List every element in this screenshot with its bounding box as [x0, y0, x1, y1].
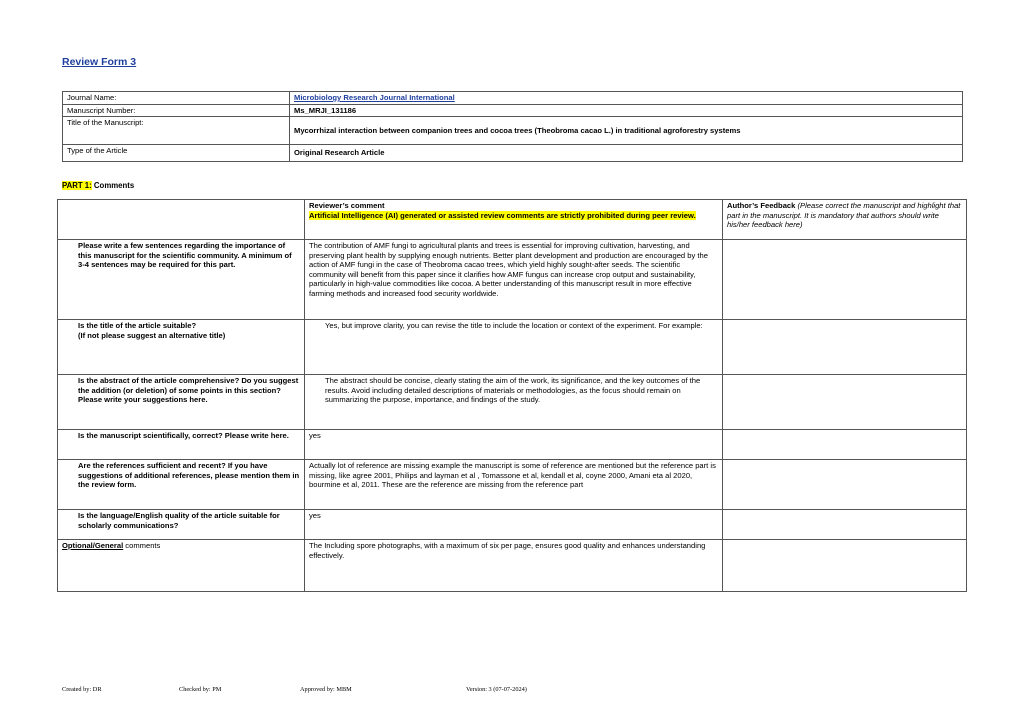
comment-scientific[interactable]: yes [305, 430, 723, 460]
optional-label-underlined: Optional/General [62, 541, 124, 550]
article-type-value: Original Research Article [290, 145, 963, 162]
manuscript-title-label: Title of the Manuscript: [63, 117, 290, 145]
feedback-optional[interactable] [723, 540, 967, 592]
feedback-importance[interactable] [723, 240, 967, 320]
manuscript-number-label: Manuscript Number: [63, 104, 290, 117]
form-title: Review Form 3 [62, 56, 137, 68]
review-row [58, 460, 967, 510]
part1-label: Comments [93, 181, 135, 190]
question-importance: Please write a few sentences regarding the importance of this manuscript for the scientific community. A minimum of 3-4 sentences may be required for this part. [58, 240, 305, 320]
manuscript-number-value: Ms_MRJI_131186 [290, 104, 963, 117]
comment-title[interactable]: Yes, but improve clarity, you can revise the title to include the location or context of the experiment. For example: [305, 320, 723, 375]
ai-warning: Artificial Intelligence (AI) generated or assisted review comments are strictly prohibited during peer review. [309, 210, 696, 220]
reviewer-comment-title: Reviewer’s comment [309, 201, 385, 210]
review-row [58, 240, 967, 320]
feedback-references[interactable] [723, 460, 967, 510]
reviewer-comment-header [305, 200, 723, 240]
question-title: Is the title of the article suitable? (If not please suggest an alternative title) [58, 320, 305, 375]
question-language: Is the language/English quality of the article suitable for scholarly communications? [58, 510, 305, 540]
optional-label [58, 540, 305, 592]
question-abstract: Is the abstract of the article comprehensive? Do you suggest the addition (or deletion) of some points in this section? Please write your suggestions here. [58, 375, 305, 430]
article-type-row [63, 145, 963, 162]
comment-abstract[interactable]: The abstract should be concise, clearly stating the aim of the work, its significance, and the key outcomes of the results. Avoid including detailed descriptions of materials or methodologies, as the focus should remain on summarizing the purpose, importance, and findings of the study. [305, 375, 723, 430]
header-empty-cell [58, 200, 305, 240]
review-row [58, 430, 967, 460]
author-feedback-note: (Please correct the manuscript and highlight that part in the manuscript. It is mandatory that authors should write his/her feedback here) [727, 201, 961, 230]
feedback-scientific[interactable] [723, 430, 967, 460]
author-feedback-header [723, 200, 967, 240]
journal-row [63, 92, 963, 105]
article-type-label: Type of the Article [63, 145, 290, 162]
footer-approved: Approved by: MBM [300, 686, 352, 693]
manuscript-number-row [63, 104, 963, 117]
question-references: Are the references sufficient and recent? If you have suggestions of additional references, please mention them in the review form. [58, 460, 305, 510]
feedback-title[interactable] [723, 320, 967, 375]
comment-language[interactable]: yes [305, 510, 723, 540]
manuscript-info-table [62, 91, 963, 162]
review-row [58, 320, 967, 375]
review-comments-table [57, 199, 967, 592]
journal-name-link[interactable]: Microbiology Research Journal International [294, 93, 455, 102]
journal-link[interactable] [290, 92, 963, 105]
feedback-language[interactable] [723, 510, 967, 540]
part1-prefix: PART 1: [62, 181, 92, 190]
review-row [58, 510, 967, 540]
footer-created: Created by: DR [62, 686, 102, 693]
review-row [58, 375, 967, 430]
footer-version: Version: 3 (07-07-2024) [466, 686, 527, 693]
manuscript-title-row [63, 117, 963, 145]
comment-optional[interactable]: The Including spore photographs, with a maximum of six per page, ensures good quality and enhances understanding effectively. [305, 540, 723, 592]
part1-heading [62, 181, 134, 190]
author-feedback-title: Author’s Feedback [727, 201, 796, 210]
question-scientific: Is the manuscript scientifically, correct? Please write here. [58, 430, 305, 460]
feedback-abstract[interactable] [723, 375, 967, 430]
comment-importance[interactable]: The contribution of AMF fungi to agricultural plants and trees is essential for improving cultivation, harvesting, and preserving plant health by supplying enough nutrients. Better plant development and production are encouraged by the action of AMF fungi in the case of Theobroma cacao trees, which yield highly sought-after seeds. The scientific community will benefit from this paper since it clarifies how AMF fungus can increase crop output and sustainability, particularly in high-value commodities like cocoa. A better understanding of this manuscript result in more effective farming methods and increased food security worldwide. [305, 240, 723, 320]
optional-row [58, 540, 967, 592]
optional-label-rest: comments [123, 541, 161, 550]
journal-label: Journal Name: [63, 92, 290, 105]
manuscript-title-value: Mycorrhizal interaction between companion trees and cocoa trees (Theobroma cacao L.) in traditional agroforestry systems [290, 117, 963, 145]
footer-checked: Checked by: PM [179, 686, 222, 693]
review-header-row [58, 200, 967, 240]
comment-references[interactable]: Actually lot of reference are missing example the manuscript is some of reference are mentioned but the reference part is missing, like agree 2001, Philips and layman et al , Tomassone et al, kendall et al, coyne 2000, Amani eta al 2020, bourmine et al, 2011. These are the reference are missing from the reference part [305, 460, 723, 510]
